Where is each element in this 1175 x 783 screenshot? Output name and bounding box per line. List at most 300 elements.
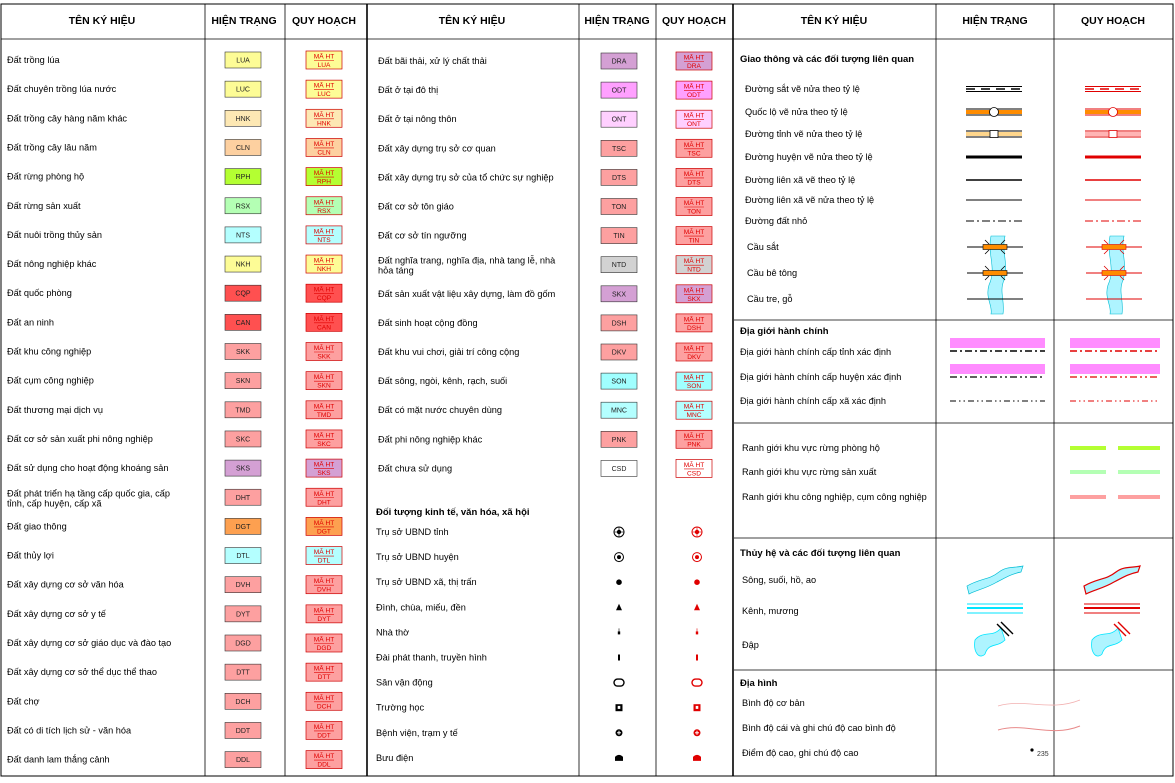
current-code: CQP (235, 290, 251, 298)
legend-label: Đất xây dựng cơ sở giáo dục và đào tạo (7, 638, 172, 648)
legend-row-mnc (378, 401, 712, 419)
legend-label: Đường đất nhỏ (745, 216, 808, 226)
legend-label: Đất phi nông nghiệp khác (378, 434, 483, 445)
district-office-icon (693, 553, 702, 562)
current-code: DCH (235, 698, 251, 706)
legend-label: Đường sắt vẽ nửa theo tỷ lệ (745, 84, 860, 94)
current-code: NTS (236, 232, 250, 240)
legend-row-tin (378, 227, 712, 245)
national-road-symbol (1085, 108, 1141, 117)
legend-label: Đất ở tại đô thị (378, 85, 439, 96)
temple-icon (694, 604, 700, 611)
legend-label: Sông, suối, hồ, ao (742, 575, 817, 585)
current-code: PNK (611, 436, 627, 444)
legend-row-dgt (7, 517, 342, 535)
district-boundary-symbol (950, 364, 1045, 377)
legend-row-tmd (7, 401, 342, 419)
legend-label: Sân vận động (376, 677, 433, 688)
plan-prefix: MÃ HT (313, 723, 335, 731)
plan-code: NKH (317, 266, 331, 274)
legend-row (376, 552, 702, 562)
outer-border (1, 4, 1173, 776)
plan-code: CAN (317, 324, 331, 332)
legend-label: Đất rừng phòng hộ (7, 171, 85, 182)
legend-row (376, 703, 701, 713)
header-plan-col1: QUY HOẠCH (292, 15, 356, 27)
canal-symbol (967, 604, 1023, 613)
plan-code: DDL (317, 761, 331, 769)
legend-label: Bình độ cơ bản (742, 698, 805, 708)
legend-label: Đất xây dựng cơ sở y tế (7, 608, 106, 619)
legend-label: Kênh, mương (742, 606, 799, 616)
plan-prefix: MÃ HT (683, 112, 705, 120)
plan-prefix: MÃ HT (313, 490, 335, 498)
provincial-road-symbol (966, 131, 1022, 138)
header-current-col2: HIỆN TRẠNG (584, 15, 650, 27)
legend-row-dkv (378, 343, 712, 361)
legend-label: Đất an ninh (7, 317, 54, 328)
legend-row (376, 753, 701, 763)
plan-code: DTL (317, 557, 331, 565)
plan-prefix: MÃ HT (313, 694, 335, 702)
plan-prefix: MÃ HT (683, 345, 705, 353)
legend-label: Đập (742, 640, 759, 650)
legend-label: Đất ở tại nông thôn (378, 114, 457, 125)
legend-label: Điểm độ cao, ghi chú độ cao (742, 748, 859, 758)
header-current-col3: HIỆN TRẠNG (962, 15, 1028, 27)
plan-code: LUC (317, 91, 331, 99)
land-use-column-1 (7, 51, 342, 769)
legend-label: Đất cơ sở sản xuất phi nông nghiệp (7, 433, 153, 444)
plan-prefix: MÃ HT (313, 549, 335, 557)
header-name-col1: TÊN KÝ HIỆU (68, 15, 136, 27)
header-plan-col2: QUY HOẠCH (662, 15, 726, 27)
table-headers (69, 14, 1145, 27)
label-line: Đất phát triển hạ tầng cấp quốc gia, cấp (7, 488, 170, 499)
legend-row (376, 678, 702, 688)
legend-label: Đất quốc phòng (7, 288, 72, 299)
plan-prefix: MÃ HT (313, 53, 335, 61)
plan-prefix: MÃ HT (313, 228, 335, 236)
plan-code: SON (686, 383, 702, 391)
legend-row-lua (7, 51, 342, 69)
plan-code: ONT (687, 121, 701, 129)
current-code: SON (611, 378, 627, 386)
stadium-icon (692, 679, 702, 686)
legend-row-ddt (7, 721, 342, 739)
legend-row-dht (7, 488, 342, 508)
legend-label: Đất sản xuất vật liệu xây dựng, làm đồ gốm (378, 288, 556, 299)
legend-label: Địa giới hành chính cấp xã xác định (740, 396, 886, 406)
legend-row-dts (378, 168, 712, 186)
legend-row-skk (7, 343, 342, 361)
current-code: TSC (612, 145, 626, 153)
map-symbols-column (740, 54, 1160, 758)
legend-row (376, 602, 700, 612)
legend-row-pnk (378, 430, 712, 448)
plan-prefix: MÃ HT (313, 403, 335, 411)
legend-label: Đất chưa sử dụng (378, 463, 453, 474)
header-current-col1: HIỆN TRẠNG (211, 15, 277, 27)
header-name-col2: TÊN KÝ HIỆU (438, 15, 506, 27)
current-code: SKK (235, 349, 251, 356)
legend-label: Đất giao thông (7, 521, 67, 532)
plan-prefix: MÃ HT (313, 170, 335, 178)
legend-row-sks (7, 459, 342, 477)
plan-code: DKV (687, 354, 701, 361)
plan-code: DGT (317, 528, 331, 536)
plan-code: DSH (687, 324, 701, 332)
current-code: SKC (235, 436, 251, 444)
legend-row-cqp (7, 284, 342, 302)
legend-row-son (378, 372, 712, 390)
plan-prefix: MÃ HT (683, 374, 705, 382)
legend-label: Đất trồng cây hàng năm khác (7, 113, 128, 124)
legend-label: Đất khu vui chơi, giải trí công cộng (378, 347, 520, 357)
plan-prefix: MÃ HT (683, 54, 705, 62)
legend-label: Bệnh viện, trạm y tế (376, 727, 458, 738)
plan-prefix: MÃ HT (683, 200, 705, 207)
current-code: DGD (235, 640, 251, 648)
legend-label: Cầu bê tông (747, 268, 798, 278)
plan-prefix: MÃ HT (683, 229, 705, 237)
plan-prefix: MÃ HT (683, 316, 705, 324)
legend-label: Bưu điện (376, 752, 414, 763)
legend-row-ntd (378, 256, 712, 276)
header-plan-col3: QUY HOẠCH (1081, 15, 1145, 27)
header-name-col3: TÊN KÝ HIỆU (800, 15, 868, 27)
legend-row-dtl (7, 547, 342, 565)
railway-symbol (966, 87, 1022, 92)
legend-label: Đường huyện vẽ nửa theo tỷ lệ (745, 152, 873, 162)
section-title: Đối tượng kinh tế, văn hóa, xã hội (376, 507, 530, 518)
current-code: DYT (236, 611, 250, 619)
plan-code: DYT (317, 615, 331, 623)
current-code: CLN (235, 144, 251, 152)
plan-prefix: MÃ HT (313, 374, 335, 382)
legend-label: Đất sinh hoạt cộng đồng (378, 317, 478, 328)
plan-prefix: MÃ HT (313, 636, 335, 644)
legend-row-ton (378, 198, 712, 216)
legend-label: Đất thủy lợi (7, 550, 54, 561)
plan-code: DTT (317, 674, 331, 682)
plan-prefix: MÃ HT (313, 315, 335, 323)
legend-label: Đất thương mại dịch vụ (7, 404, 103, 415)
current-code: DRA (611, 58, 627, 66)
plan-code: PNK (687, 441, 701, 449)
legend-label: Trụ sở UBND tỉnh (376, 527, 449, 537)
legend-row-hnk (7, 109, 342, 127)
section-title: Địa hình (740, 678, 778, 689)
spot-height-symbol (1030, 748, 1048, 758)
plan-code: RPH (317, 178, 331, 186)
current-code: DDT (235, 727, 251, 735)
plan-prefix: MÃ HT (313, 578, 335, 586)
plan-prefix: MÃ HT (683, 170, 705, 178)
plan-code: DHT (317, 499, 331, 507)
section-title: Giao thông và các đối tượng liên quan (740, 54, 915, 65)
legend-label: Đất có di tích lịch sử - văn hóa (7, 725, 132, 736)
legend-label: Địa giới hành chính cấp huyện xác định (740, 372, 902, 382)
plan-prefix: MÃ HT (313, 345, 335, 352)
province-office-icon (614, 527, 624, 537)
label-line: Đất nghĩa trang, nghĩa địa, nhà tang lễ, nhà (378, 255, 556, 266)
plan-prefix: MÃ HT (313, 111, 335, 119)
current-code: CAN (235, 319, 251, 327)
legend-label: Đường tỉnh vẽ nửa theo tỷ lệ (745, 129, 863, 139)
plan-prefix: MÃ HT (683, 432, 705, 440)
current-code: ODT (611, 87, 627, 95)
school-icon (616, 704, 623, 711)
plan-code: NTS (317, 236, 331, 244)
dam-symbol (975, 622, 1013, 656)
legend-row-dch (7, 692, 342, 710)
plan-code: LUA (317, 62, 331, 69)
current-code: NTD (611, 262, 627, 270)
legend-row-dgd (7, 634, 342, 652)
legend-row-dyt (7, 605, 342, 623)
legend-row-skn (7, 372, 342, 390)
legend-label: Đất bãi thải, xử lý chất thải (378, 56, 487, 66)
legend-row-cln (7, 138, 342, 156)
legend-label: Ranh giới khu vực rừng phòng hộ (742, 443, 880, 453)
legend-label: Địa giới hành chính cấp tỉnh xác định (740, 347, 892, 357)
legend-row-tsc (378, 139, 712, 157)
legend-label: Đất rừng sản xuất (7, 200, 81, 211)
spot-height-label: 235 (1037, 751, 1049, 758)
plan-code: SKS (317, 470, 331, 478)
church-icon (618, 628, 620, 634)
legend-label: Đất cụm công nghiệp (7, 375, 94, 386)
plan-code: SKC (317, 440, 331, 448)
stadium-icon (614, 679, 624, 686)
index-contour-symbol (998, 726, 1080, 731)
legend-label: Đất sông, ngòi, kênh, rạch, suối (378, 376, 508, 387)
legend-label: Cầu sắt (747, 242, 779, 252)
legend-row-ont (378, 110, 712, 128)
school-icon (694, 704, 701, 711)
legend-row-nkh (7, 255, 342, 273)
legend-row-odt (378, 81, 712, 99)
post-office-icon (693, 755, 701, 761)
label-line: tỉnh, cấp huyện, cấp xã (7, 498, 102, 509)
national-road-symbol (966, 108, 1022, 117)
legend-label: Đất cơ sở tín ngưỡng (378, 230, 467, 241)
legend-label: Đất sử dụng cho hoạt động khoáng sản (7, 463, 169, 474)
plan-prefix: MÃ HT (313, 461, 335, 469)
current-code: HNK (235, 115, 251, 123)
current-code: LUA (236, 57, 250, 65)
contour-symbol (998, 700, 1080, 706)
post-office-icon (615, 755, 623, 761)
plan-prefix: MÃ HT (683, 461, 705, 469)
plan-prefix: MÃ HT (313, 257, 335, 265)
current-code: DTT (236, 669, 250, 677)
plan-prefix: MÃ HT (683, 258, 705, 266)
current-code: RSX (235, 203, 251, 211)
plan-code: TON (687, 208, 701, 216)
legend-label: Đất trồng cây lâu năm (7, 142, 97, 153)
label-line: hỏa táng (378, 265, 414, 276)
legend-label: Đất nuôi trồng thủy sản (7, 229, 102, 240)
section-title: Địa giới hành chính (740, 326, 829, 337)
legend-label (7, 488, 170, 508)
legend-label: Đất có mặt nước chuyên dùng (378, 405, 503, 416)
plan-code: CLN (317, 149, 331, 157)
plan-prefix: MÃ HT (313, 432, 335, 440)
legend-row-dsh (378, 314, 712, 332)
dam-symbol (1092, 622, 1130, 656)
broadcast-icon (696, 655, 698, 661)
legend-label: Ranh giới khu công nghiệp, cụm công nghiệp (742, 492, 927, 502)
hospital-icon (616, 729, 623, 736)
legend-label: Đất xây dựng cơ sở thể dục thể thao (7, 667, 157, 678)
current-code: SKN (235, 378, 251, 386)
legend-row-rsx (7, 197, 342, 215)
commune-office-icon (616, 579, 622, 585)
legend-row-rph (7, 168, 342, 186)
section-title: Thủy hệ và các đối tượng liên quan (740, 548, 901, 559)
legend-row-csd (378, 459, 712, 477)
plan-code: CQP (316, 295, 332, 303)
legend-label: Trụ sở UBND huyện (376, 552, 459, 563)
plan-code: CSD (687, 470, 701, 478)
table-frame (1, 4, 1173, 776)
legend-row-ddl (7, 751, 342, 769)
plan-code: SKK (317, 353, 331, 361)
plan-code: DDT (317, 732, 331, 740)
current-code: RPH (235, 174, 251, 182)
legend-label: Cầu tre, gỗ (747, 294, 793, 304)
current-code: TIN (613, 233, 625, 241)
plan-prefix: MÃ HT (683, 83, 705, 91)
current-code: MNC (611, 407, 627, 415)
current-code: NKH (235, 261, 251, 269)
plan-prefix: MÃ HT (313, 140, 335, 148)
legend-label (378, 256, 556, 276)
legend-label: Đình, chùa, miếu, đền (376, 602, 466, 613)
current-code: DTL (236, 553, 250, 561)
plan-code: HNK (317, 120, 331, 128)
plan-prefix: MÃ HT (313, 199, 335, 207)
legend-row-dra (378, 52, 712, 70)
current-code: DKV (611, 349, 627, 357)
legend-label: Trường học (376, 702, 425, 713)
legend-row-dtt (7, 663, 342, 681)
plan-code: DGD (316, 645, 332, 652)
current-code: CSD (611, 465, 627, 473)
current-code: ONT (611, 116, 627, 124)
legend-row-can (7, 313, 342, 331)
plan-code: TMD (316, 411, 332, 419)
legend-label: Đất trồng lúa (7, 55, 60, 65)
legend-label: Đài phát thanh, truyền hình (376, 652, 487, 663)
current-code: DDL (235, 757, 251, 765)
legend-row-luc (7, 80, 342, 98)
provincial-road-symbol (1085, 131, 1141, 138)
legend-row-skx (378, 285, 712, 303)
plan-code: SKN (317, 382, 331, 390)
plan-code: NTD (687, 266, 701, 274)
legend-label: Quốc lộ vẽ nửa theo tỷ lệ (745, 107, 848, 117)
plan-prefix: MÃ HT (683, 141, 705, 149)
province-boundary-symbol (1070, 338, 1160, 351)
plan-prefix: MÃ HT (313, 82, 335, 90)
plan-code: DVH (317, 586, 331, 594)
current-code: DGT (235, 523, 251, 531)
church-icon (696, 628, 698, 634)
legend-label: Trụ sở UBND xã, thị trấn (376, 577, 477, 588)
plan-code: DRA (687, 63, 701, 70)
river-symbol (967, 566, 1023, 594)
legend-label: Đất xây dựng trụ sở của tổ chức sự nghiệp (378, 172, 554, 183)
legend-label: Đất cơ sở tôn giáo (378, 201, 454, 212)
plan-code: TSC (687, 150, 701, 158)
legend-row-skc (7, 430, 342, 448)
legend-row (376, 653, 698, 663)
province-boundary-symbol (950, 338, 1045, 351)
legend-label: Đất khu công nghiệp (7, 346, 92, 357)
plan-code: DTS (687, 179, 701, 187)
legend-row (376, 627, 698, 637)
temple-icon (616, 604, 622, 611)
hospital-icon (694, 729, 701, 736)
district-boundary-symbol (1070, 364, 1160, 377)
plan-prefix: MÃ HT (313, 753, 335, 761)
plan-prefix: MÃ HT (313, 286, 335, 294)
legend-label: Đất nông nghiệp khác (7, 259, 97, 270)
legend-label: Đất xây dựng cơ sở văn hóa (7, 579, 124, 590)
legend-label: Đất chợ (7, 696, 40, 707)
legend-label: Đất xây dựng trụ sở cơ quan (378, 143, 496, 154)
legend-label: Bình độ cái và ghi chú độ cao bình độ (742, 723, 896, 733)
canal-symbol (1084, 604, 1140, 613)
current-code: TMD (235, 407, 251, 415)
plan-prefix: MÃ HT (683, 287, 705, 295)
legend-label: Đất chuyên trồng lúa nước (7, 84, 117, 95)
current-code: DHT (235, 494, 251, 502)
current-code: TON (611, 204, 627, 211)
plan-code: TIN (688, 237, 700, 245)
plan-code: RSX (317, 207, 331, 215)
legend-label: Nhà thờ (376, 627, 410, 638)
plan-prefix: MÃ HT (313, 665, 335, 673)
district-office-icon (615, 553, 624, 562)
legend-row-dvh (7, 576, 342, 594)
plan-prefix: MÃ HT (683, 403, 705, 411)
current-code: DVH (235, 582, 251, 590)
legend-label: Đường liên xã vẽ theo tỷ lệ (745, 175, 856, 185)
broadcast-icon (618, 655, 620, 661)
legend-row-nts (7, 226, 342, 244)
plan-prefix: MÃ HT (313, 607, 335, 615)
current-code: SKS (235, 465, 251, 473)
legend-label: Đường liên xã vẽ nửa theo tỷ lệ (745, 195, 875, 205)
land-use-column-2 (378, 52, 712, 477)
plan-code: ODT (687, 92, 701, 100)
plan-code: DCH (316, 703, 332, 711)
plan-code: MNC (686, 412, 702, 420)
plan-code: SKX (687, 295, 701, 303)
commune-office-icon (694, 579, 700, 585)
current-code: DTS (612, 174, 626, 182)
legend-label: Ranh giới khu vực rừng sản xuất (742, 467, 877, 477)
legend-row (376, 527, 702, 537)
legend-row (376, 577, 700, 587)
plan-prefix: MÃ HT (313, 519, 335, 527)
current-code: SKX (611, 291, 627, 299)
province-office-icon (692, 527, 702, 537)
